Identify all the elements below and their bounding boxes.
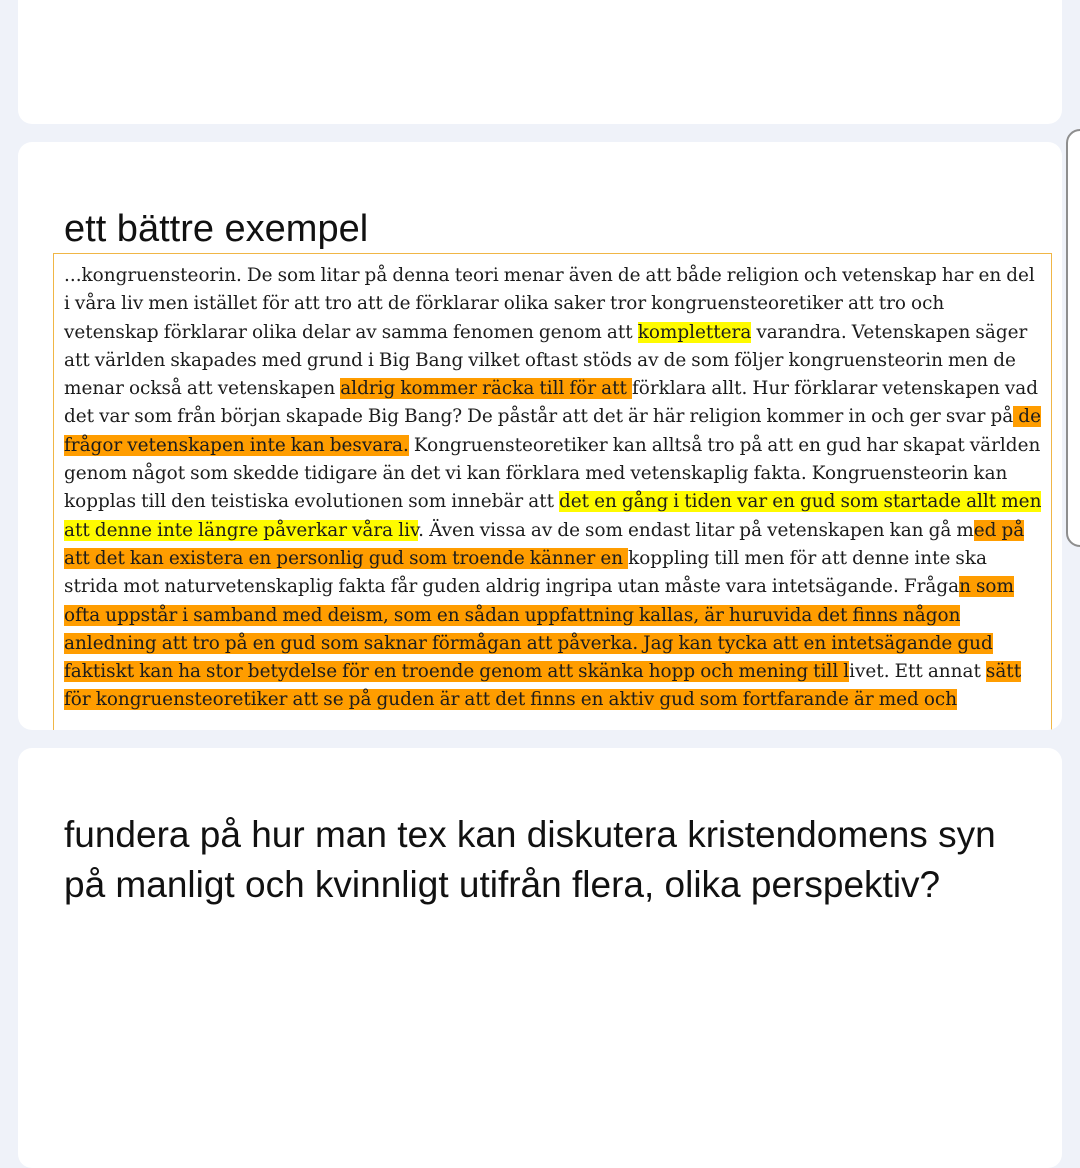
excerpt-segment: varandra. Vetenskapen säger att världen skapades med grund i Big Bang vilket oftast stöds av de som följer kongruensteorin men de menar också att vetenskapen [64,321,1028,400]
excerpt-segment: förklara allt. Hur förklarar vetenskapen vad det var som från början skapade Big Bang? De påstår att det är här religion kommer in och ger svar på [64,378,1039,428]
excerpt-segment-highlighted-yellow: det en gång i tiden var en gud som startade allt men att denne inte längre påverkar våra liv [64,491,1042,541]
excerpt-segment: ...kongruensteorin. De som litar på denna teori menar även de att både religion och vetenskap har en del i våra liv men istället för att tro att de förklarar olika saker tror kongruensteoretiker att tro och vetenskap förklarar olika delar av samma fenomen genom att [64,265,1035,343]
essay-excerpt-text [64,262,1042,715]
excerpt-segment-highlighted-yellow: komplettera [637,321,752,343]
slide-example-card[interactable] [18,142,1062,730]
excerpt-segment: koppling till men för att denne inte ska strida mot naturvetenskaplig fakta får guden aldrig ingripa utan måste vara intetsägande. Fråga [64,547,987,598]
essay-excerpt-image [53,253,1052,730]
slide-prompt-card[interactable] [18,748,1062,1168]
side-panel-handle[interactable] [1066,129,1080,547]
excerpt-segment-highlighted-orange: n som ofta uppstår i samband med deism, som en sådan uppfattning kallas, är huruvida det finns någon anledning att tro på en gud som saknar förmågan att påverka. Jag kan tycka att en intetsägande gud faktiskt kan ha stor betydelse för en troende genom att skänka hopp och mening till l [64,576,1014,683]
excerpt-segment-highlighted-orange: ed på att det kan existera en personlig gud som troende känner en [64,519,1025,569]
excerpt-segment: Kongruensteoretiker kan alltså tro på att en gud har skapat världen genom något som skedde tidigare än det vi kan förklara med vetenskaplig fakta. Kongruensteorin kan kopplas till den teistiska evolutionen som innebär att [64,434,1041,513]
slide-title: ett bättre exempel [64,208,369,250]
discussion-prompt: fundera på hur man tex kan diskutera kristendomens syn på manligt och kvinnligt utifrån flera, olika perspektiv? [64,814,996,905]
excerpt-segment-highlighted-orange: aldrig kommer räcka till för att [340,378,632,400]
excerpt-segment: . Även vissa av de som endast litar på vetenskapen kan gå m [418,519,974,541]
excerpt-segment: ivet. Ett annat [849,661,986,683]
previous-slide-card[interactable] [18,0,1062,124]
excerpt-segment-highlighted-orange: de frågor vetenskapen inte kan besvara. [64,406,1041,456]
excerpt-segment-highlighted-orange: sätt för kongruensteoretiker att se på guden är att det finns en aktiv gud som fortfarande är med och [64,661,1022,711]
